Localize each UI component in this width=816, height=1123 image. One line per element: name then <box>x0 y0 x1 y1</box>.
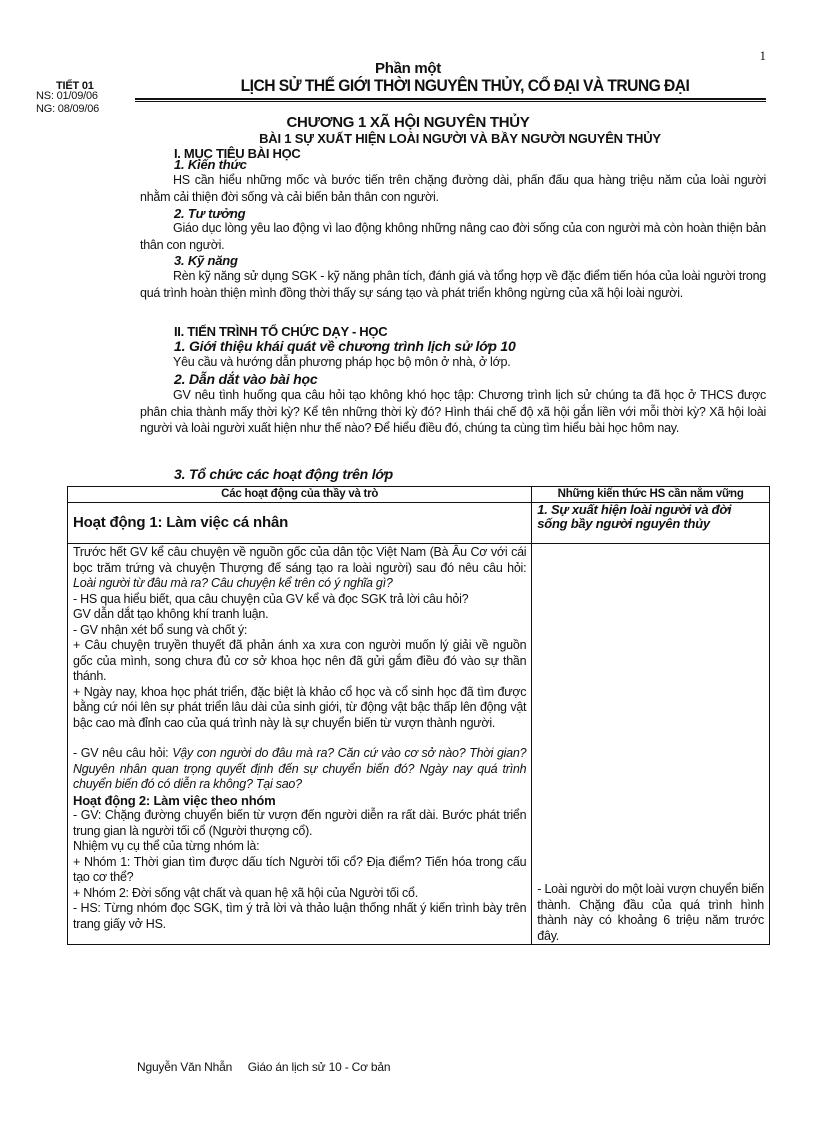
list-item: - GV nhận xét bổ sung và chốt ý: <box>73 622 248 637</box>
activity1-title: Hoạt động 1: Làm việc cá nhân <box>73 514 289 531</box>
knowledge2-text: - Loài người do một loài vượn chuyển biến thành. Chặng đầu của quá trình hình thành này có khoảng 6 triệu năm trước đây. <box>537 882 764 943</box>
section2-heading: II. TIẾN TRÌNH TỔ CHỨC DẠY - HỌC <box>174 324 388 339</box>
teaching-date: NG: 08/09/06 <box>36 103 100 115</box>
lesson-period: TIẾT 01 <box>56 80 94 92</box>
list-item: + Câu chuyện truyền thuyết đã phản ánh xa xưa con người muốn lý giải về nguồn gốc của mình, song chưa đủ cơ sở khoa học nên đã gửi gắm điều đó vào sự thần thánh. <box>73 638 527 683</box>
list-item: - HS: Từng nhóm đọc SGK, tìm ý trả lời và thảo luận thống nhất ý kiến trình bày trên trang giấy vở HS. <box>73 901 527 931</box>
title-rule-thick <box>135 98 766 100</box>
lesson-meta <box>36 80 100 116</box>
section1-text2: Giáo dục lòng yêu lao động vì lao động không những nâng cao đời sống của con người mà còn hoàn thiện bản thân con người. <box>140 221 766 252</box>
knowledge1-title: 1. Sự xuất hiện loài người và đời sống bầy người nguyên thủy <box>537 502 732 531</box>
section1-sub2: 2. Tư tưởng <box>174 206 246 221</box>
col-activities-header: Các hoạt động của thầy và trò <box>68 487 532 503</box>
part-title: Phần một <box>375 60 441 77</box>
list-item: Nhiệm vụ cụ thể của từng nhóm là: <box>73 839 260 853</box>
activity1-title-cell <box>68 503 532 544</box>
knowledge1-title-cell <box>532 503 770 544</box>
section2-text1: Yêu cầu và hướng dẫn phương pháp học bộ môn ở nhà, ở lớp. <box>173 355 511 369</box>
section2-sub1: 1. Giới thiệu khái quát về chương trình lịch sử lớp 10 <box>174 338 516 354</box>
list-item: + Nhóm 1: Thời gian tìm được dấu tích Người tối cổ? Địa điểm? Tiến hóa trong cấu tạo cơ thể? <box>73 854 527 884</box>
list-item: - GV: Chặng đường chuyển biến từ vượn đến người diễn ra rất dài. Bước phát triển trung gian là người tối cổ (Người thượng cổ). <box>73 808 527 838</box>
footer: Nguyễn Văn Nhẫn Giáo án lịch sử 10 - Cơ bản <box>137 1060 391 1074</box>
knowledge-body-cell <box>532 544 770 945</box>
series-title: LỊCH SỬ THẾ GIỚI THỜI NGUYÊN THỦY, CỔ ĐẠI VÀ TRUNG ĐẠI <box>240 76 690 95</box>
section2-sub3: 3. Tổ chức các hoạt động trên lớp <box>174 466 393 482</box>
section1-text3: Rèn kỹ năng sử dụng SGK - kỹ năng phân tích, đánh giá và tổng hợp về đặc điểm tiến hóa của loài người trong quá trình hoàn thiện mình đồng thời thấy sự sáng tạo và phát triển không ngừng của xã hội loài người. <box>140 269 766 300</box>
list-item: Trước hết GV kể câu chuyện về nguồn gốc của dân tộc Việt Nam (Bà Âu Cơ với cái bọc trăm trứng và chuyện Thượng đế sáng tạo ra loài người) sau đó nêu câu hỏi: Loài người từ đâu mà ra? Câu chuyện kể trên có ý nghĩa gì? <box>73 545 527 590</box>
col-knowledge-header: Những kiến thức HS cần nắm vững <box>532 487 770 503</box>
section1-sub1: 1. Kiến thức <box>174 157 247 172</box>
page-number: 1 <box>759 48 766 63</box>
section1-heading: I. MỤC TIÊU BÀI HỌC <box>174 146 301 161</box>
list-item: - HS qua hiểu biết, qua câu chuyện của GV kể và đọc SGK trả lời câu hỏi? <box>73 591 469 606</box>
table-row <box>68 503 770 544</box>
title-rule-thin <box>135 101 766 102</box>
list-item: GV dẫn dắt tạo không khí tranh luận. <box>73 607 269 621</box>
lesson-title: BÀI 1 SỰ XUẤT HIỆN LOÀI NGƯỜI VÀ BẦY NGƯỜI NGUYÊN THỦY <box>259 131 661 146</box>
section1-text1: HS cần hiểu những mốc và bước tiến trên chặng đường dài, phấn đấu qua hàng triệu năm của loài người nhằm cải thiện đời sống và cải biến bản thân con người. <box>140 173 766 204</box>
chapter-title: CHƯƠNG 1 XÃ HỘI NGUYÊN THỦY <box>286 114 530 131</box>
table-header-row <box>68 487 770 503</box>
list-item: - GV nêu câu hỏi: Vậy con người do đâu mà ra? Căn cứ vào cơ sở nào? Thời gian? Nguyên nhân quan trọng quyết định đến sự chuyển biến đó? Ngày nay quá trình chuyển biến đó có diễn ra không? Tại sao? <box>73 746 527 791</box>
preparation-date: NS: 01/09/06 <box>36 90 98 102</box>
activity1-question: Loài người từ đâu mà ra? Câu chuyện kể trên có ý nghĩa gì? <box>73 576 393 590</box>
table-row <box>68 544 770 945</box>
activities-table <box>67 486 770 945</box>
list-item: + Ngày nay, khoa học phát triển, đặc biệt là khảo cổ học và cổ sinh học đã tìm được bằng cứ nói lên sự phát triển lâu dài của sinh giới, từ động vật bậc thấp lên động vật bậc cao mà đỉnh cao của quá trình này là sự chuyển biến từ vượn thành người. <box>73 684 527 730</box>
section1-sub3: 3. Kỹ năng <box>174 253 238 268</box>
activity2-title: Hoạt động 2: Làm việc theo nhóm <box>73 792 276 808</box>
section2-sub2: 2. Dẫn dắt vào bài học <box>174 371 318 387</box>
activity1-question2: Vậy con người do đâu mà ra? Căn cứ vào cơ sở nào? Thời gian? Nguyên nhân quan trọng quyết định đến sự chuyển biến đó? Ngày nay quá trình chuyển biến đó có diễn ra không? Tại sao? <box>73 746 527 791</box>
activities-body-cell <box>68 544 532 945</box>
list-item: + Nhóm 2: Đời sống vật chất và quan hệ xã hội của Người tối cổ. <box>73 885 418 900</box>
section2-text2: GV nêu tình huống qua câu hỏi tạo không khó học tập: Chương trình lịch sử chúng ta đã học ở THCS được phân chia thành mấy thời kỳ? Kể tên những thời kỳ đó? Hình thái chế độ xã hội gắn liền với mỗi thời kỳ? Xã hội loài người và loài người xuất hiện như thế nào? Để hiểu điều đó, chúng ta cùng tìm hiểu bài học hôm nay. <box>140 388 766 435</box>
